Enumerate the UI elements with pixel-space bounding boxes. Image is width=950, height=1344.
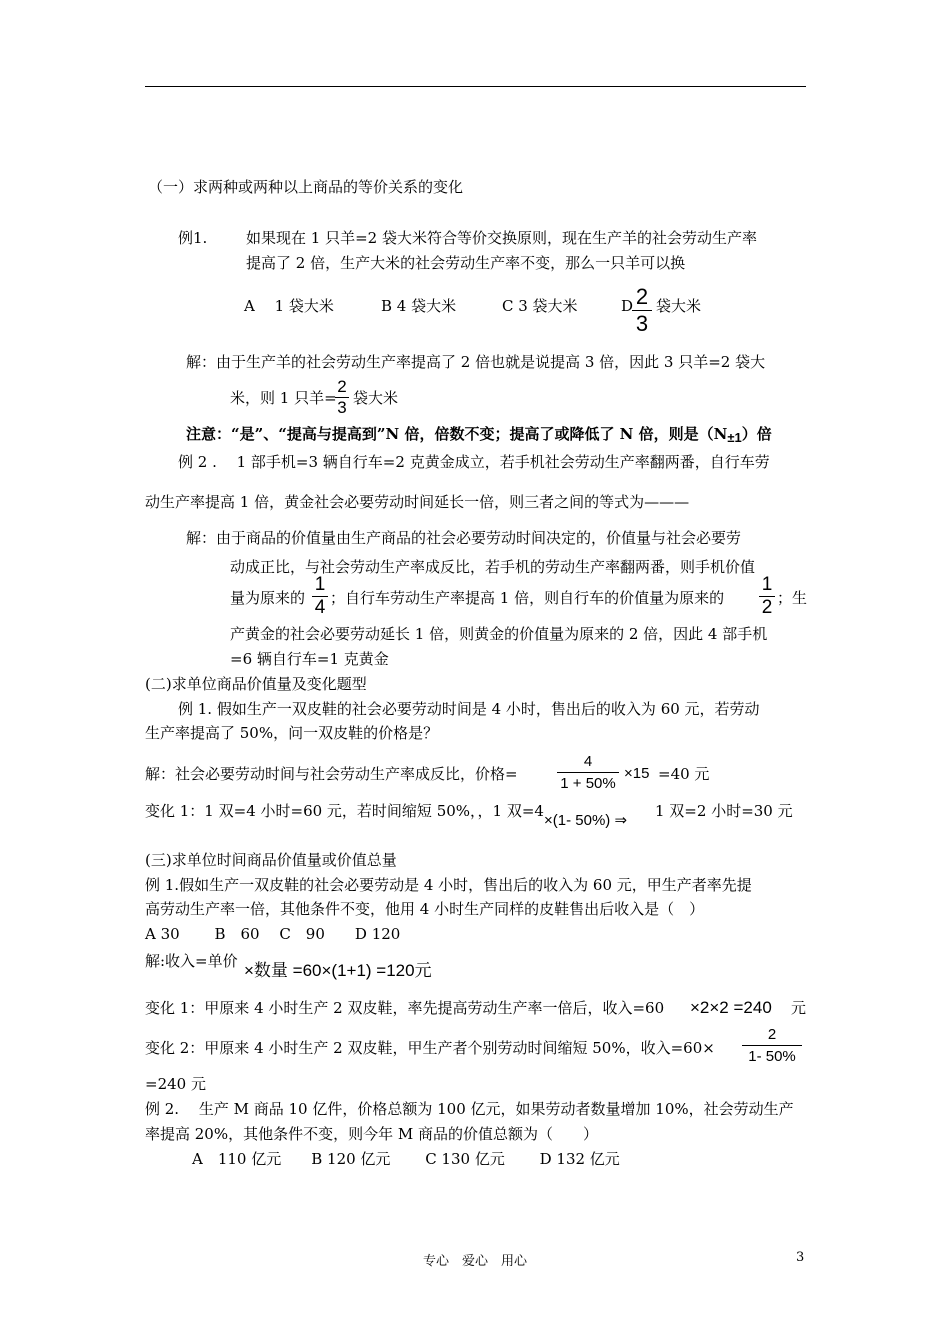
s2-ex1-line1: 例 1. 假如生产一双皮鞋的社会必要劳动时间是 4 小时，售出后的收入为 60 元，若劳动	[178, 700, 760, 718]
s3-ex1-line1: 例 1.假如生产一双皮鞋的社会必要劳动是 4 小时，售出后的收入为 60 元，甲生产者率先提	[145, 876, 752, 894]
fraction-numerator: 1	[761, 574, 773, 595]
sol1-line2-prefix: 米，则 1 只羊=	[230, 389, 337, 407]
s3-sol-prefix: 解:收入=单价	[145, 952, 238, 970]
s2-var1-suffix: 1 双=2 小时=30 元	[655, 802, 793, 820]
header-rule	[145, 86, 806, 87]
s3-var2-result: =240 元	[145, 1075, 206, 1093]
sol1-line2-suffix: 袋大米	[353, 389, 399, 407]
sol2-line1: 解：由于商品的价值量由生产商品的社会必要劳动时间决定的，价值量与社会必要劳	[186, 529, 742, 547]
s3-var1-math: ×2×2 =240	[690, 998, 772, 1017]
sol1-line1: 解：由于生产羊的社会劳动生产率提高了 2 倍也就是说提高 3 倍，因此 3 只羊=2 袋大	[186, 353, 766, 371]
sol2-line4: 产黄金的社会必要劳动延长 1 倍，则黄金的价值量为原来的 2 倍，因此 4 部手机	[230, 625, 768, 643]
fraction-denominator: 3	[635, 311, 649, 336]
s2-ex1-line2: 生产率提高了 50%，问一双皮鞋的价格是？	[145, 724, 439, 742]
fraction-denominator: 2	[761, 597, 773, 618]
fraction-numerator: 4	[583, 753, 593, 770]
sol2-line3-a: 量为原来的	[230, 589, 306, 607]
s2-sol-fraction	[557, 751, 619, 794]
sol2-fraction-half	[759, 574, 775, 619]
sol2-fraction-quarter	[312, 574, 328, 619]
section3-heading: (三)求单位时间商品价值量或价值总量	[145, 851, 397, 869]
ex1-label: 例1.	[178, 229, 208, 247]
s3-var2-prefix: 变化 2：甲原来 4 小时生产 2 双皮鞋，甲生产者个别劳动时间缩短 50%，收入=60×	[145, 1039, 715, 1057]
ex1-option-d-suffix: 袋大米	[656, 297, 702, 315]
sol2-line5: =6 辆自行车=1 克黄金	[230, 650, 389, 668]
s2-sol-suffix: =40 元	[658, 765, 710, 783]
s3-var1-prefix: 变化 1：甲原来 4 小时生产 2 双皮鞋，率先提高劳动生产率一倍后，收入=60	[145, 999, 665, 1017]
sol2-line3-c: ；生	[777, 589, 808, 607]
s3-var2-fraction	[742, 1024, 802, 1067]
note-text: 注意：“是”、“提高与提高到”N 倍，倍数不变；提高了或降低了 N 倍，则是（N±1）倍	[186, 425, 772, 445]
ex1-line1: 如果现在 1 只羊=2 袋大米符合等价交换原则，现在生产羊的社会劳动生产率	[246, 229, 757, 247]
sol2-line2: 动成正比，与社会劳动生产率成反比，若手机的劳动生产率翻两番，则手机价值	[230, 558, 756, 576]
sol2-line3-b: ；自行车劳动生产率提高 1 倍，则自行车的价值量为原来的	[330, 589, 725, 607]
fraction-numerator: 2	[767, 1026, 777, 1043]
s3-ex2-line2: 率提高 20%，其他条件不变，则今年 M 商品的价值总额为（ ）	[145, 1125, 599, 1143]
ex1-option-c: C 3 袋大米	[502, 297, 578, 315]
s3-ex1-line2: 高劳动生产率一倍，其他条件不变，他用 4 小时生产同样的皮鞋售出后收入是（ ）	[145, 900, 705, 918]
ex1-option-a: A 1 袋大米	[244, 297, 334, 315]
s3-var1-suffix: 元	[791, 999, 807, 1017]
sol1-fraction	[335, 377, 349, 418]
fraction-denominator: 1 + 50%	[560, 775, 616, 792]
fraction-numerator: 1	[314, 574, 326, 595]
s2-sol-prefix: 解：社会必要劳动时间与社会劳动生产率成反比，价格=	[145, 765, 518, 783]
s3-ex1-options: A 30 B 60 C 90 D 120	[145, 925, 401, 943]
fraction-denominator: 3	[337, 398, 347, 417]
s3-sol-math: ×数量 =60×(1+1) =120元	[244, 961, 432, 980]
ex1-option-b: B 4 袋大米	[381, 297, 457, 315]
ex1-option-d-fraction	[632, 284, 652, 337]
ex2-line2: 动生产率提高 1 倍，黄金社会必要劳动时间延长一倍，则三者之间的等式为———	[145, 493, 690, 511]
fraction-numerator: 2	[635, 284, 649, 309]
plus-minus-one: ±1	[727, 430, 742, 445]
fraction-denominator: 1- 50%	[748, 1048, 796, 1065]
s2-sol-times: ×15	[624, 765, 650, 782]
ex2-line1: 例 2 . 1 部手机=3 辆自行车=2 克黄金成立，若手机社会劳动生产率翻两番，自行车劳	[178, 453, 770, 471]
fraction-denominator: 4	[314, 597, 326, 618]
page-number: 3	[796, 1250, 805, 1265]
page-footer: 专心 爱心 用心	[422, 1254, 527, 1269]
s3-ex2-line1: 例 2. 生产 M 商品 10 亿件，价格总额为 100 亿元，如果劳动者数量增加 10%，社会劳动生产	[145, 1100, 794, 1118]
section1-heading: （一）求两种或两种以上商品的等价关系的变化	[148, 178, 464, 196]
ex1-line2: 提高了 2 倍，生产大米的社会劳动生产率不变，那么一只羊可以换	[246, 254, 686, 272]
s2-var1-math: ×(1- 50%) ⇒	[544, 812, 628, 829]
section2-heading: (二)求单位商品价值量及变化题型	[145, 675, 367, 693]
ex1-option-d-prefix: D	[621, 297, 634, 315]
s3-ex2-options: A 110 亿元 B 120 亿元 C 130 亿元 D 132 亿元	[192, 1150, 620, 1168]
s2-var1-prefix: 变化 1：1 双=4 小时=60 元，若时间缩短 50%，，1 双=4	[145, 802, 544, 820]
fraction-numerator: 2	[337, 377, 347, 396]
